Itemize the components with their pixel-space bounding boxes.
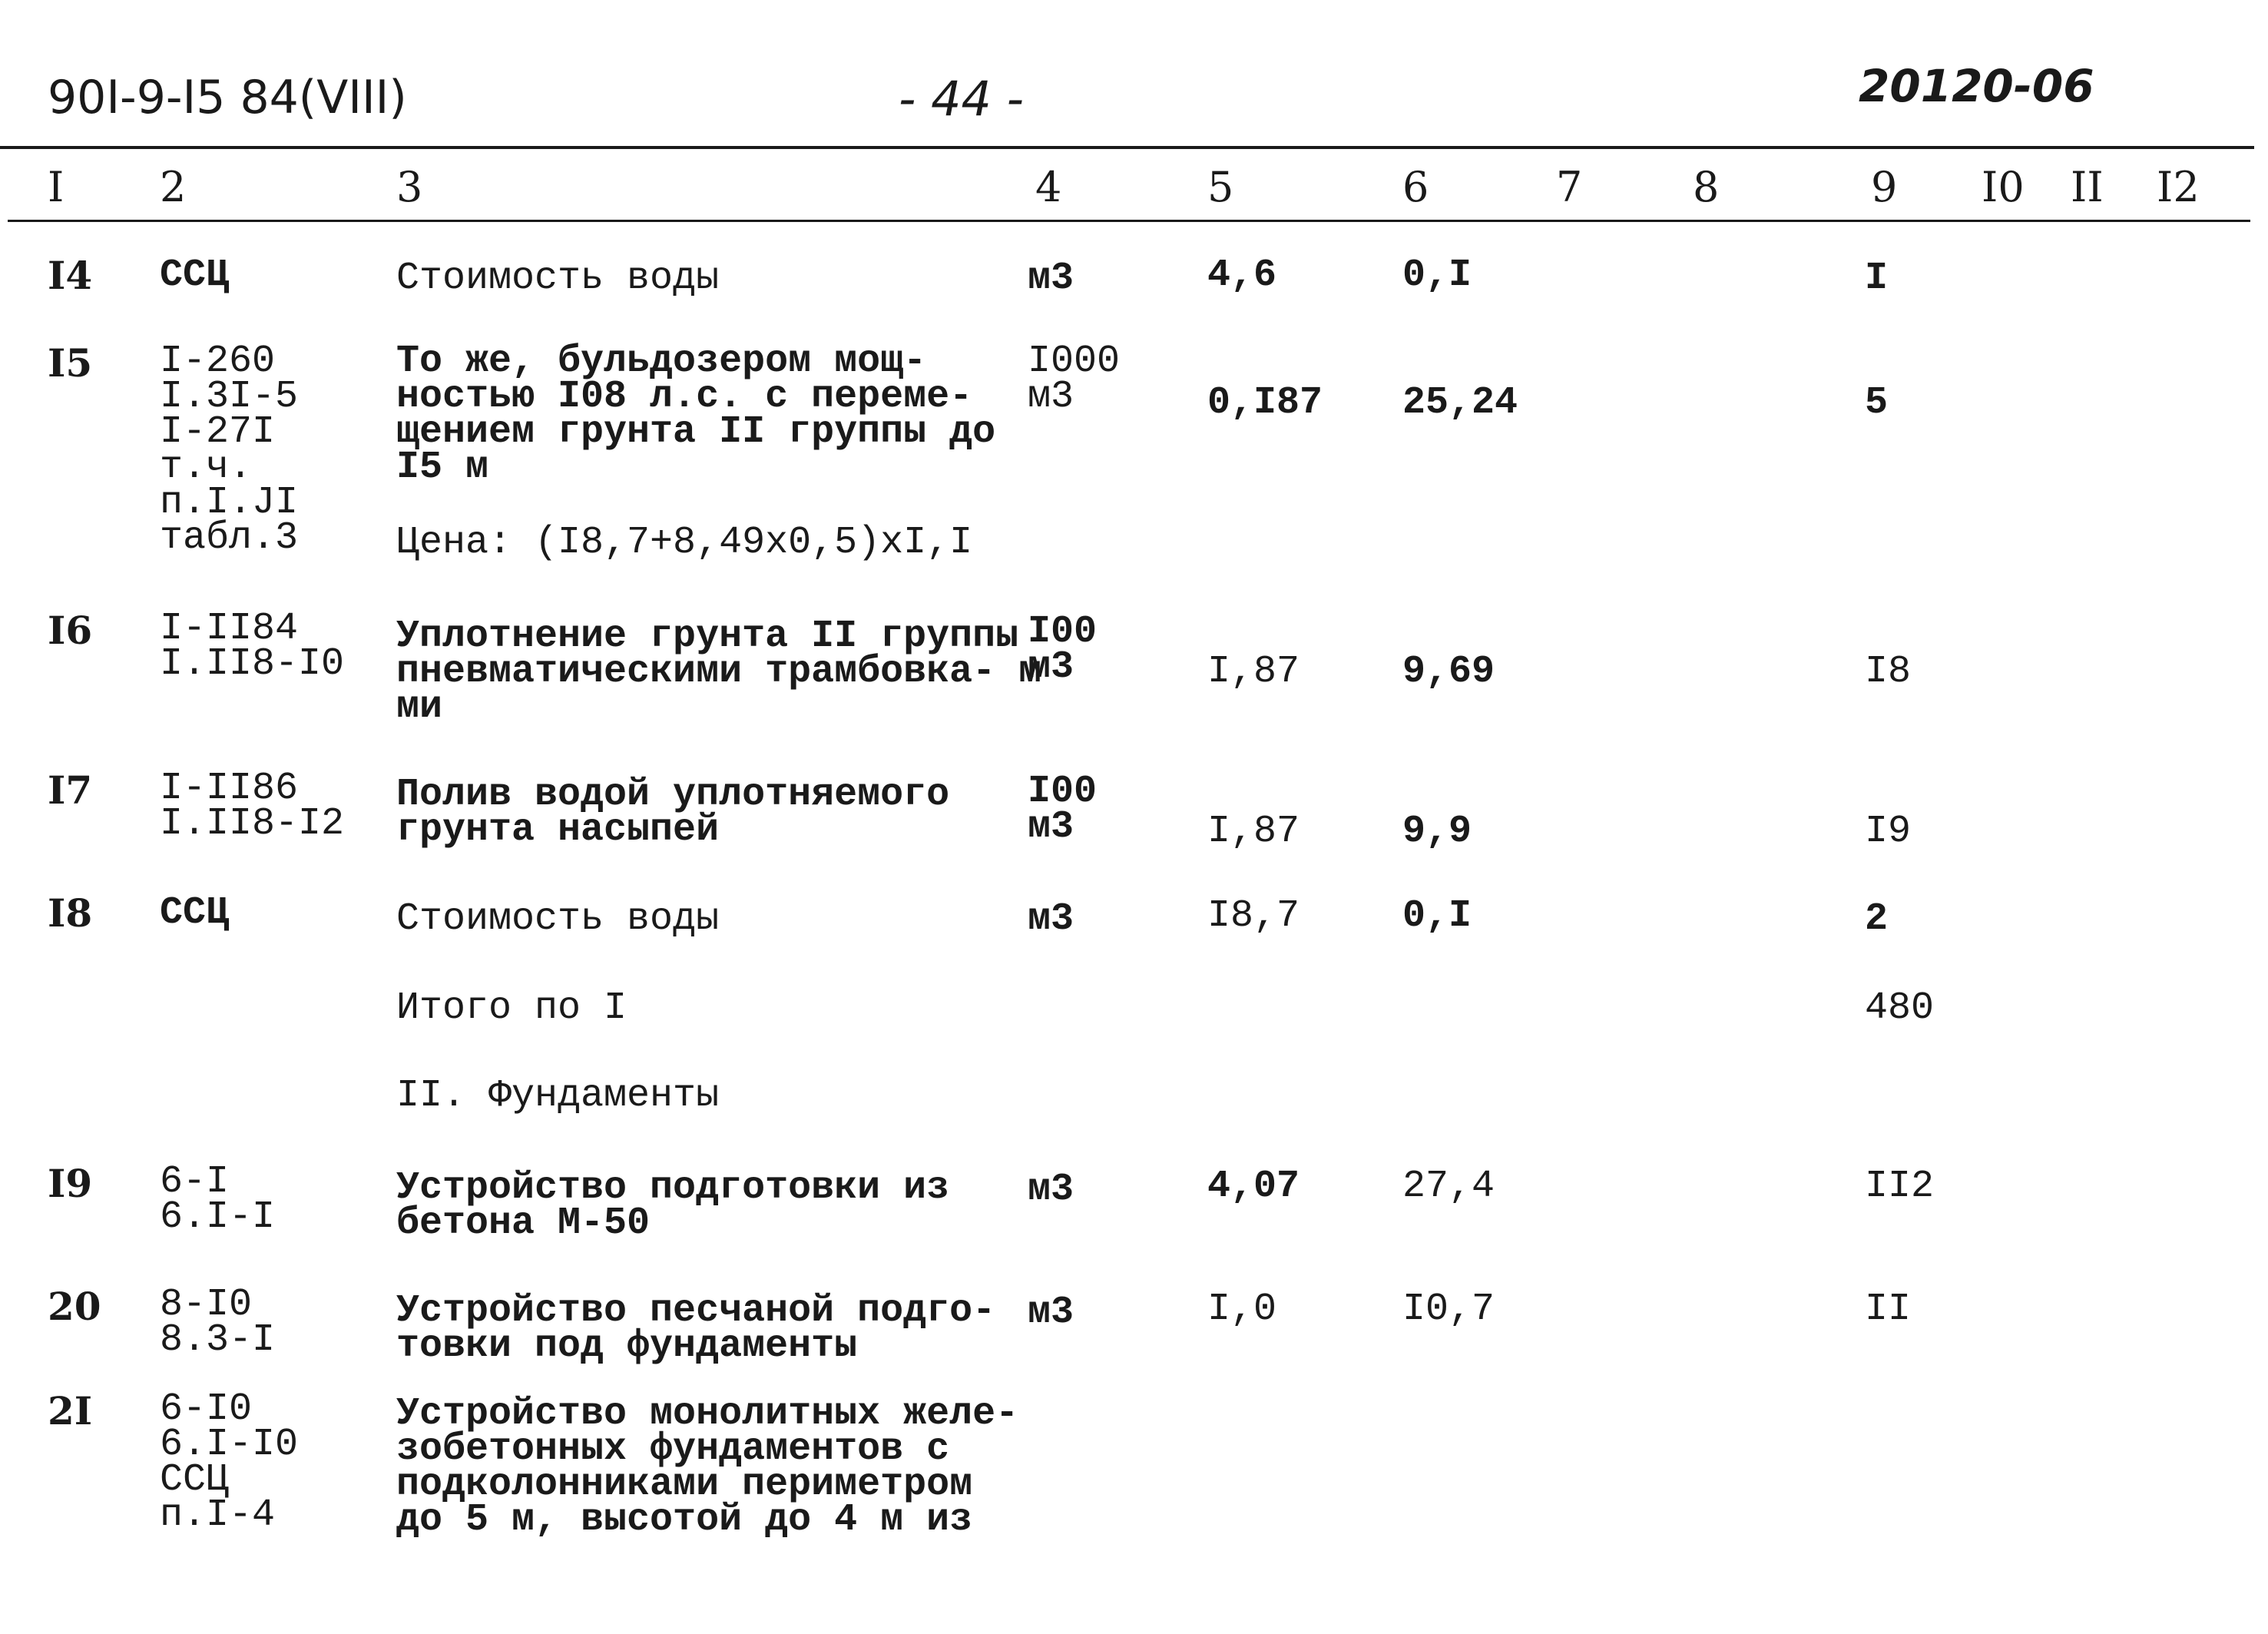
work-description: Стоимость воды (396, 257, 720, 300)
row-number: I5 (48, 340, 93, 386)
column-number: 4 (1035, 163, 1062, 211)
column-number: II (2071, 163, 2104, 211)
unit: I00 м3 (1028, 770, 1098, 849)
unit: м3 (1028, 1168, 1074, 1211)
total-cost: II2 (1865, 1165, 1935, 1208)
quantity: 4,6 (1207, 254, 1277, 297)
total-cost: I8 (1865, 650, 1912, 694)
row-number: I4 (48, 253, 93, 298)
row-number: 20 (48, 1284, 101, 1329)
quantity: 4,07 (1207, 1165, 1300, 1208)
unit: I00 м3 (1028, 610, 1098, 689)
norm-code: ССЦ (160, 254, 230, 297)
column-number: 8 (1693, 163, 1720, 211)
unit-price: 27,4 (1402, 1165, 1495, 1208)
work-description: Полив водой уплотняемого грунта насыпей (396, 773, 950, 852)
norm-code: 6-I0 6.I-I0 ССЦ п.I-4 (160, 1387, 299, 1537)
work-description: Устройство монолитных желе- зобетонных фундаментов с подколонниками периметром до 5 м, высотой до 4 м из (396, 1392, 1019, 1542)
work-description: Устройство подготовки из бетона М-50 (396, 1166, 950, 1245)
column-number: 5 (1207, 163, 1234, 211)
column-number: I2 (2157, 163, 2200, 211)
norm-code: 8-I0 8.3-I (160, 1283, 276, 1362)
column-number: 3 (396, 163, 423, 211)
work-description: Устройство песчаной подго- товки под фундаменты (396, 1289, 996, 1368)
total-cost: 5 (1865, 381, 1889, 425)
unit: м3 (1028, 1291, 1074, 1334)
total-cost: II (1865, 1288, 1912, 1331)
subtotal-value: 480 (1865, 986, 1935, 1030)
quantity: I,87 (1207, 810, 1300, 853)
unit: м3 (1028, 897, 1074, 941)
column-number: 7 (1556, 163, 1583, 211)
unit-price: 0,I (1402, 894, 1472, 938)
column-number: I (48, 163, 65, 211)
norm-code: I-260 I.3I-5 I-27I т.ч. п.I.JI табл.3 (160, 340, 299, 560)
row-number: I6 (48, 608, 93, 653)
unit-price: 9,69 (1402, 650, 1495, 694)
unit: м3 (1028, 257, 1074, 300)
quantity: 0,I87 (1207, 381, 1323, 425)
norm-code: ССЦ (160, 891, 230, 935)
unit-price: 0,I (1402, 254, 1472, 297)
unit-price: 9,9 (1402, 810, 1472, 853)
total-cost: 2 (1865, 897, 1889, 941)
total-cost: I9 (1865, 810, 1912, 853)
work-description: Стоимость воды (396, 897, 720, 941)
column-number: 6 (1402, 163, 1429, 211)
row-number: 2I (48, 1388, 93, 1433)
top-rule (0, 146, 2254, 149)
quantity: I,0 (1207, 1288, 1277, 1331)
work-description: Уплотнение грунта II группы пневматическими трамбовка- м ми (396, 615, 1042, 729)
quantity: I,87 (1207, 650, 1300, 694)
price-note: Цена: (I8,7+8,49x0,5)xI,I (396, 521, 973, 565)
document-code: 90I-9-I5 84(VIII) (48, 71, 407, 124)
norm-code: I-II86 I.II8-I2 (160, 767, 345, 846)
subtotal-label: Итого по I (396, 986, 627, 1030)
row-number: I8 (48, 890, 93, 936)
unit-price: I0,7 (1402, 1288, 1495, 1331)
header-rule (8, 220, 2250, 222)
column-number: I0 (1982, 163, 2025, 211)
quantity: I8,7 (1207, 894, 1300, 938)
norm-code: I-II84 I.II8-I0 (160, 607, 345, 686)
row-number: I9 (48, 1161, 93, 1206)
section-heading: II. Фундаменты (396, 1074, 720, 1118)
column-number: 2 (160, 163, 187, 211)
total-cost: I (1865, 257, 1889, 300)
work-description: То же, бульдозером мощ- ностью I08 л.с. с переме- щением грунта II группы до I5 м (396, 340, 996, 489)
column-number: 9 (1871, 163, 1898, 211)
page-number: - 44 - (899, 71, 1025, 127)
unit: I000 м3 (1028, 340, 1121, 419)
unit-price: 25,24 (1402, 381, 1518, 425)
sheet-code: 20120-06 (1859, 60, 2094, 112)
norm-code: 6-I 6.I-I (160, 1160, 276, 1239)
row-number: I7 (48, 767, 93, 813)
